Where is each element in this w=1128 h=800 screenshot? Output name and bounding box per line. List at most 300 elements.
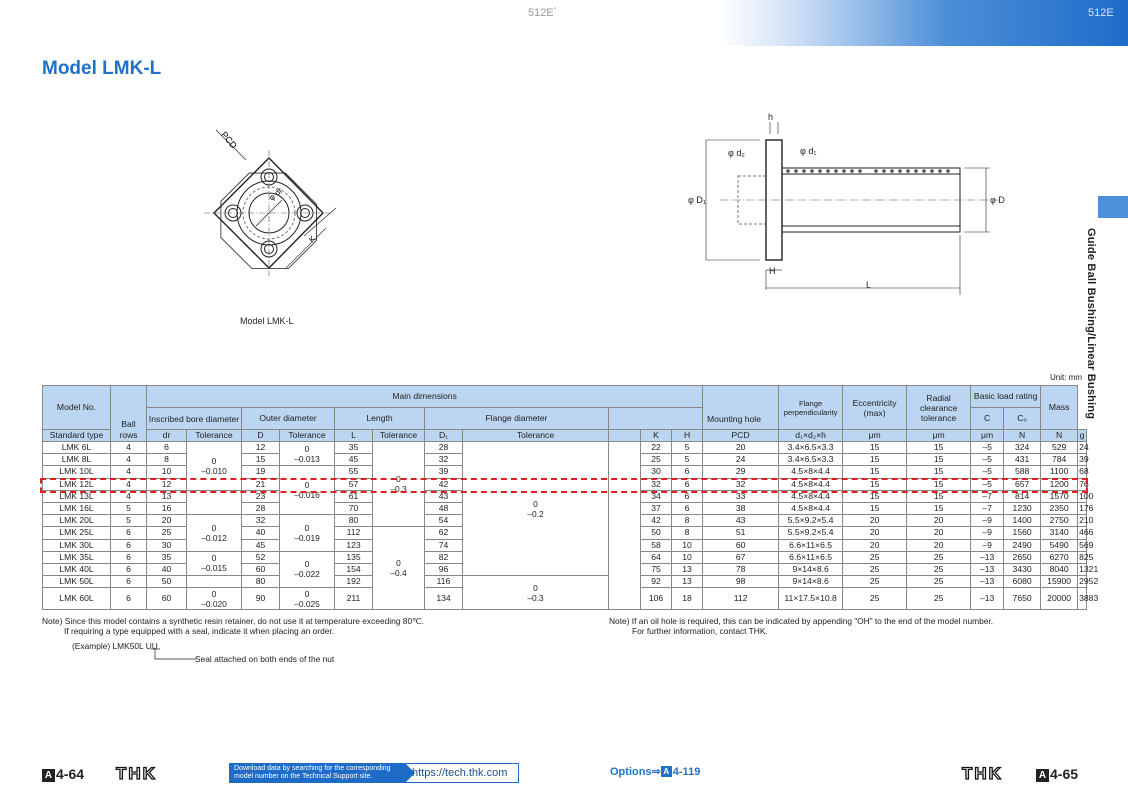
cell-hole: 6.6×11×6.5	[779, 539, 843, 551]
cell-D: 21	[242, 478, 280, 490]
cell-D1: 28	[425, 442, 463, 454]
seal-note: Seal attached on both ends of the nut	[195, 654, 335, 664]
cell-PCD: 29	[703, 466, 779, 478]
cell-L-tolerance-bottom: –0.4	[390, 568, 407, 579]
cell-D1-tolerance-top: 0	[533, 498, 538, 509]
th-dr: dr	[147, 430, 187, 442]
cell-D: 52	[242, 551, 280, 563]
cell-radial: –5	[971, 478, 1004, 490]
cell-model: LMK 40L	[43, 563, 111, 575]
pcd-label: PCD	[219, 129, 239, 151]
cell-ball-rows: 6	[111, 563, 147, 575]
cell-dr-tolerance	[187, 515, 242, 552]
cell-D-tolerance-top: 0	[304, 559, 310, 570]
cell-dr: 35	[147, 551, 187, 563]
support-url-link[interactable]: https://tech.thk.com	[412, 767, 508, 779]
th-C0: C₀	[1004, 408, 1041, 430]
cell-radial: –13	[971, 588, 1004, 610]
cell-PCD: 43	[703, 515, 779, 527]
cell-C: 657	[1004, 478, 1041, 490]
th-outer: Outer diameter	[242, 408, 335, 430]
cell-L: 192	[335, 576, 373, 588]
cell-perp: 20	[843, 539, 907, 551]
cell-D1: 134	[425, 588, 463, 610]
cell-C: 431	[1004, 454, 1041, 466]
cell-D-tolerance-bottom: –0.025	[294, 598, 320, 609]
spec-table	[42, 385, 1099, 610]
cell-D1-tolerance	[463, 442, 609, 576]
cell-dr-tolerance	[187, 490, 242, 514]
D-label: φ D	[990, 195, 1005, 205]
cell-radial: –13	[971, 563, 1004, 575]
thk-logo-left: THK	[116, 764, 157, 783]
seal-leader-line	[148, 648, 198, 662]
cell-ecc: 15	[907, 454, 971, 466]
cell-D1: 54	[425, 515, 463, 527]
cell-dr: 16	[147, 502, 187, 514]
cell-hole: 4.5×8×4.4	[779, 478, 843, 490]
L-label: L	[866, 280, 872, 290]
cell-C0: 3140	[1041, 527, 1078, 539]
cell-dr-tolerance	[187, 588, 242, 610]
cell-D-tolerance-top: 0	[304, 480, 310, 491]
page-title: Model LMK-L	[42, 58, 162, 79]
th-mass: Mass	[1041, 386, 1078, 430]
cell-mass: 76	[1079, 478, 1089, 489]
cell-PCD: 98	[703, 576, 779, 588]
cell-mass: 569	[1079, 539, 1094, 550]
cell-H: 6	[672, 502, 703, 514]
cell-K: 30	[641, 466, 672, 478]
cell-hole: 9×14×8.6	[779, 563, 843, 575]
cell-ecc: 15	[907, 478, 971, 490]
cell-ecc: 20	[907, 527, 971, 539]
cell-PCD: 67	[703, 551, 779, 563]
cell-D-tolerance	[280, 515, 335, 552]
cell-K: 50	[641, 527, 672, 539]
cell-H: 5	[672, 454, 703, 466]
cell-radial: –9	[971, 527, 1004, 539]
cell-C0: 8040	[1041, 563, 1078, 575]
cell-L: 70	[335, 502, 373, 514]
cell-L: 61	[335, 490, 373, 502]
th-flange: Flange diameter	[425, 408, 609, 430]
cell-C0: 1570	[1041, 490, 1078, 502]
cell-hole: 3.4×6.5×3.3	[779, 454, 843, 466]
cell-dr-tolerance-bottom: –0.012	[201, 532, 227, 543]
th-unit-um-1: μm	[843, 430, 907, 442]
cell-radial: –7	[971, 490, 1004, 502]
figure-caption: Model LMK-L	[240, 316, 294, 326]
cell-K: 58	[641, 539, 672, 551]
cell-K: 34	[641, 490, 672, 502]
cell-L: 112	[335, 527, 373, 539]
cell-L: 55	[335, 466, 373, 478]
unit-label: Unit: mm	[1050, 373, 1082, 382]
cell-radial: –9	[971, 539, 1004, 551]
cell-mass: 2952	[1079, 576, 1099, 587]
cell-radial: –5	[971, 454, 1004, 466]
cell-D1-tolerance	[463, 576, 609, 610]
cell-K: 22	[641, 442, 672, 454]
cell-H: 8	[672, 527, 703, 539]
note-left-2: If requiring a type equipped with a seal, indicate it when placing an order.	[64, 626, 335, 636]
cell-D1: 43	[425, 490, 463, 502]
header-gradient-bar	[720, 0, 1128, 46]
cell-D: 15	[242, 454, 280, 466]
cell-ecc: 25	[907, 576, 971, 588]
cell-hole: 4.5×8×4.4	[779, 502, 843, 514]
cell-H: 13	[672, 576, 703, 588]
cell-D-tolerance-bottom: –0.016	[294, 490, 320, 501]
cell-perp: 15	[843, 454, 907, 466]
cell-model: LMK 60L	[43, 588, 111, 610]
th-basic-load: Basic load rating	[971, 386, 1041, 408]
cell-H: 8	[672, 515, 703, 527]
cell-H: 13	[672, 563, 703, 575]
catalog-code-right: 512E	[1088, 7, 1114, 19]
cell-D1: 82	[425, 551, 463, 563]
cell-ball-rows: 4	[111, 466, 147, 478]
cell-D1: 32	[425, 454, 463, 466]
cell-ecc: 25	[907, 551, 971, 563]
cell-radial: –13	[971, 576, 1004, 588]
cell-D1: 116	[425, 576, 463, 588]
th-unit-g: g	[1078, 430, 1087, 442]
options-link[interactable]: Options⇒ A 4-119	[610, 766, 701, 778]
cell-mass: 24	[1079, 442, 1089, 453]
th-eccentricity: Eccentricity (max)	[843, 386, 907, 430]
cell-D1: 74	[425, 539, 463, 551]
cell-radial: –5	[971, 442, 1004, 454]
cell-K: 106	[641, 588, 672, 610]
cell-D-tolerance-top: 0	[304, 522, 310, 533]
th-H: H	[672, 430, 703, 442]
cell-perp: 25	[843, 576, 907, 588]
cell-ecc: 25	[907, 588, 971, 610]
cell-C0: 529	[1041, 442, 1078, 454]
cell-PCD: 24	[703, 454, 779, 466]
cell-D: 45	[242, 539, 280, 551]
download-banner[interactable]	[229, 763, 519, 783]
cell-radial: –7	[971, 502, 1004, 514]
cell-ball-rows: 6	[111, 551, 147, 563]
cell-H: 6	[672, 466, 703, 478]
cell-D-tolerance	[280, 442, 335, 466]
cell-C0: 784	[1041, 454, 1078, 466]
cell-L: 80	[335, 515, 373, 527]
cell-H: 6	[672, 478, 703, 490]
section-label: Guide Ball Bushing/Linear Bushing	[1085, 228, 1097, 420]
cell-model: LMK 30L	[43, 539, 111, 551]
cell-PCD: 32	[703, 478, 779, 490]
cell-perp: 20	[843, 527, 907, 539]
th-radial: Radial clearance tolerance	[907, 386, 971, 430]
cell-mass: 39	[1079, 454, 1089, 465]
cell-C: 814	[1004, 490, 1041, 502]
cell-perp: 25	[843, 588, 907, 610]
spec-table-body	[43, 442, 1099, 610]
cell-PCD: 20	[703, 442, 779, 454]
cell-dr: 13	[147, 490, 187, 502]
cell-C0: 2750	[1041, 515, 1078, 527]
h-label: h	[768, 112, 774, 122]
cell-dr-tolerance-top: 0	[211, 522, 217, 533]
cell-dr-tolerance-top: 0	[211, 553, 217, 564]
cell-model: LMK 20L	[43, 515, 111, 527]
cell-dr: 10	[147, 466, 187, 478]
cell-perp: 20	[843, 515, 907, 527]
cell-C0: 5490	[1041, 539, 1078, 551]
cell-mass: 825	[1079, 551, 1094, 562]
cell-blank	[609, 442, 641, 610]
cell-dr: 50	[147, 576, 187, 588]
cell-ecc: 15	[907, 442, 971, 454]
cell-model: LMK 50L	[43, 576, 111, 588]
thk-logo-right: THK	[962, 764, 1003, 783]
note-left-1: Note) Since this model contains a synthetic resin retainer, do not use it at temperature exceeding 80℃.	[42, 616, 424, 626]
note-right-2: For further information, contact THK.	[632, 626, 768, 636]
cell-radial: –13	[971, 551, 1004, 563]
cell-ball-rows: 4	[111, 490, 147, 502]
cell-model: LMK 13L	[43, 490, 111, 502]
cell-model: LMK 12L	[43, 478, 111, 490]
cell-dr: 40	[147, 563, 187, 575]
th-flange-perp: Flange perpendicularity	[779, 386, 843, 430]
cell-C0: 20000	[1041, 588, 1078, 610]
k-label: K	[307, 234, 318, 245]
cell-dr-tolerance-bottom: –0.015	[201, 563, 227, 574]
cell-C0: 1100	[1041, 466, 1078, 478]
side-view-drawing	[680, 110, 1020, 300]
page-number-right: A 4-65	[1036, 766, 1078, 782]
th-unit-N-1: N	[1004, 430, 1041, 442]
cell-K: 64	[641, 551, 672, 563]
cell-L: 135	[335, 551, 373, 563]
cell-ball-rows: 4	[111, 442, 147, 454]
cell-C: 2490	[1004, 539, 1041, 551]
cell-mass: 100	[1079, 490, 1094, 501]
page-number-left: A 4-64	[42, 766, 84, 782]
cell-ball-rows: 4	[111, 454, 147, 466]
D1-label: φ D₁	[688, 195, 706, 205]
th-unit-um-3: μm	[971, 430, 1004, 442]
cell-D: 40	[242, 527, 280, 539]
cell-D-tolerance-bottom: –0.022	[294, 569, 320, 580]
cell-ecc: 20	[907, 539, 971, 551]
cell-ecc: 15	[907, 490, 971, 502]
th-PCD: PCD	[703, 430, 779, 442]
cell-PCD: 78	[703, 563, 779, 575]
th-dr-tol: Tolerance	[187, 430, 242, 442]
th-blank	[609, 430, 641, 442]
cell-radial: –9	[971, 515, 1004, 527]
cell-D-tolerance-bottom: –0.019	[294, 532, 320, 543]
cell-L: 211	[335, 588, 373, 610]
example-model: (Example) LMK50L UU	[72, 641, 158, 651]
cell-D1-tolerance-bottom: –0.3	[527, 592, 544, 603]
th-inscribed: Inscribed bore diameter	[147, 408, 242, 430]
cell-model: LMK 25L	[43, 527, 111, 539]
th-standard-type: Standard type	[43, 430, 111, 442]
cell-D1: 39	[425, 466, 463, 478]
cell-D-tolerance	[280, 588, 335, 610]
cell-L-tolerance-top: 0	[396, 558, 401, 569]
cell-mass: 1321	[1079, 563, 1099, 574]
cell-C: 324	[1004, 442, 1041, 454]
d2-label: φ d₂	[728, 148, 745, 158]
cell-dr: 12	[147, 478, 187, 490]
cell-L: 123	[335, 539, 373, 551]
cell-ball-rows: 4	[111, 478, 147, 490]
cell-K: 75	[641, 563, 672, 575]
cell-dr-tolerance-bottom: –0.010	[201, 465, 227, 476]
cell-PCD: 60	[703, 539, 779, 551]
cell-C0: 2350	[1041, 502, 1078, 514]
cell-hole: 6.6×11×6.5	[779, 551, 843, 563]
cell-C: 1230	[1004, 502, 1041, 514]
cell-mass: 210	[1079, 515, 1094, 526]
cell-PCD: 38	[703, 502, 779, 514]
cell-C: 588	[1004, 466, 1041, 478]
cell-model: LMK 6L	[43, 442, 111, 454]
th-main-dimensions: Main dimensions	[147, 386, 703, 408]
cell-mass: 3883	[1078, 588, 1087, 610]
table-row	[43, 442, 1087, 454]
cell-C: 1400	[1004, 515, 1041, 527]
banner-text: Download data by searching for the corresponding model number on the Technical Support site.	[230, 764, 406, 782]
cell-dr-tolerance-top: 0	[211, 588, 217, 599]
cell-ball-rows: 6	[111, 539, 147, 551]
cell-perp: 15	[843, 502, 907, 514]
cell-D: 32	[242, 515, 280, 527]
th-D1: D₁	[425, 430, 463, 442]
cell-ball-rows: 6	[111, 527, 147, 539]
cell-ball-rows: 5	[111, 502, 147, 514]
cell-D: 60	[242, 563, 280, 575]
cell-D1: 62	[425, 527, 463, 539]
H-label: H	[769, 266, 776, 276]
cell-D: 80	[242, 576, 280, 588]
cell-H: 6	[672, 490, 703, 502]
th-hole-sub: d₁×d₂×h	[779, 430, 843, 442]
cell-radial: –5	[971, 466, 1004, 478]
cell-D1: 48	[425, 502, 463, 514]
th-L-tol: Tolerance	[373, 430, 425, 442]
cell-D-tolerance-top: 0	[304, 588, 310, 599]
cell-model: LMK 35L	[43, 551, 111, 563]
th-model-no: Model No.	[43, 386, 111, 430]
th-L: L	[335, 430, 373, 442]
section-tab	[1098, 196, 1128, 218]
cell-D1: 96	[425, 563, 463, 575]
cell-PCD: 33	[703, 490, 779, 502]
cell-dr-tolerance-bottom: –0.020	[201, 598, 227, 609]
cell-dr: 20	[147, 515, 187, 527]
cell-L: 57	[335, 478, 373, 490]
cell-C: 7650	[1004, 588, 1041, 610]
cell-K: 25	[641, 454, 672, 466]
cell-model: LMK 16L	[43, 502, 111, 514]
cell-mass: 176	[1079, 503, 1094, 514]
th-ball-rows: Ball rows	[111, 386, 147, 442]
cell-dr: 25	[147, 527, 187, 539]
cell-dr: 30	[147, 539, 187, 551]
cell-ball-rows: 6	[111, 588, 147, 610]
cell-mass: 466	[1079, 527, 1094, 538]
th-length: Length	[335, 408, 425, 430]
th-unit-um-2: μm	[907, 430, 971, 442]
cell-L-tolerance-top: 0	[396, 474, 401, 485]
mounting-hole-label: Mounting hole	[707, 414, 761, 424]
cell-ecc: 20	[907, 515, 971, 527]
cell-D1-tolerance-bottom: –0.2	[527, 508, 544, 519]
cell-K: 37	[641, 502, 672, 514]
table-row	[43, 576, 1087, 588]
cell-H: 18	[672, 588, 703, 610]
th-D-tol: Tolerance	[280, 430, 335, 442]
cell-model: LMK 8L	[43, 454, 111, 466]
front-view-drawing	[196, 118, 366, 318]
cell-mass: 68	[1079, 466, 1089, 477]
note-right-1: Note) If an oil hole is required, this can be indicated by appending “OH” to the end of the model number.	[609, 616, 994, 626]
cell-dr-tolerance-top: 0	[211, 455, 217, 466]
cell-D1: 42	[425, 478, 463, 490]
cell-K: 42	[641, 515, 672, 527]
cell-H: 10	[672, 539, 703, 551]
cell-PCD: 112	[703, 588, 779, 610]
cell-ball-rows: 6	[111, 576, 147, 588]
cell-C: 1560	[1004, 527, 1041, 539]
cell-D-tolerance-bottom: –0.013	[294, 453, 320, 464]
cell-dr: 6	[147, 442, 187, 454]
cell-C0: 6270	[1041, 551, 1078, 563]
th-C: C	[971, 408, 1004, 430]
cell-C: 2650	[1004, 551, 1041, 563]
cell-L-tolerance-bottom: –0.3	[390, 484, 407, 495]
th-D1-tol: Tolerance	[463, 430, 609, 442]
cell-H: 5	[672, 442, 703, 454]
cell-D: 12	[242, 442, 280, 454]
th-unit-N-2: N	[1041, 430, 1078, 442]
cell-C0: 15900	[1041, 576, 1078, 588]
th-D: D	[242, 430, 280, 442]
cell-hole: 5.5×9.2×5.4	[779, 527, 843, 539]
cell-perp: 25	[843, 563, 907, 575]
cell-perp: 25	[843, 551, 907, 563]
cell-L: 45	[335, 454, 373, 466]
highlight-row-marker	[40, 478, 1088, 493]
cell-PCD: 51	[703, 527, 779, 539]
cell-D: 23	[242, 490, 280, 502]
cell-model: LMK 10L	[43, 466, 111, 478]
cell-L: 35	[335, 442, 373, 454]
cell-dr-tolerance	[187, 551, 242, 575]
cell-hole: 3.4×6.5×3.3	[779, 442, 843, 454]
cell-H: 10	[672, 551, 703, 563]
cell-C: 6080	[1004, 576, 1041, 588]
cell-dr-tolerance	[187, 576, 242, 588]
cell-ecc: 25	[907, 563, 971, 575]
cell-hole: 5.5×9.2×5.4	[779, 515, 843, 527]
cell-D: 19	[242, 466, 280, 478]
dr-label: φ dr	[267, 186, 285, 203]
cell-hole: 9×14×8.6	[779, 576, 843, 588]
cell-L-tolerance	[373, 527, 425, 610]
cell-perp: 15	[843, 442, 907, 454]
cell-C0: 1200	[1041, 478, 1078, 490]
cell-K: 32	[641, 478, 672, 490]
